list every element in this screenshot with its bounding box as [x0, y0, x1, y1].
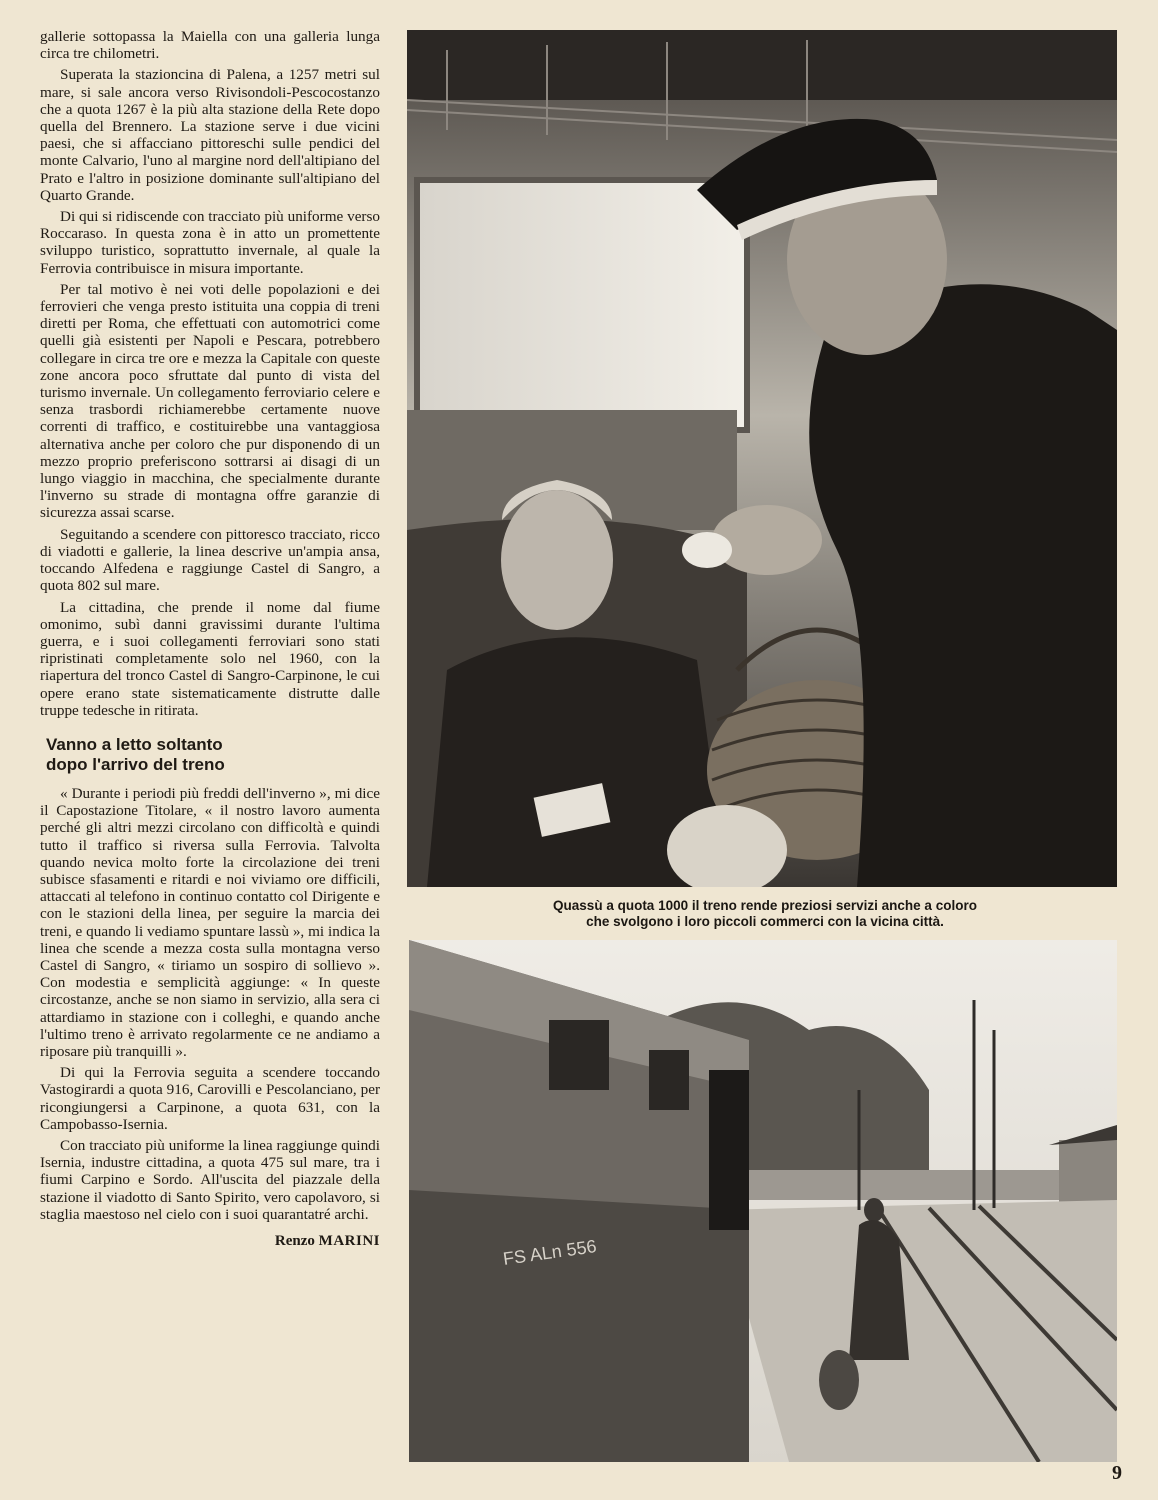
photo-caption [415, 898, 1115, 930]
section-subheading [46, 735, 380, 775]
article-paragraph: La cittadina, che prende il nome dal fiume omonimo, subì danni gravissimi durante l'ultima guerra, e i suoi collegamenti ferroviari sono stati ripristinati completamente solo nel 1960, con la riapertura del tronco Castel di Sangro-Carpinone, le cui opere erano state sistematicamente distrutte dalle truppe tedesche in ritirata. [40, 598, 380, 719]
article-paragraph: Di qui la Ferrovia seguita a scendere toccando Vastogirardi a quota 916, Carovilli e Pescolanciano, per ricongiungersi a Carpinone, a quota 631, con la Campobasso-Isernia. [40, 1064, 380, 1133]
photo-conductor-in-train [407, 30, 1117, 887]
article-column [40, 28, 380, 1250]
article-paragraph: Seguitando a scendere con pittoresco tracciato, ricco di viadotti e gallerie, la linea descrive un'ampia ansa, toccando Alfedena e raggiunge Castel di Sangro, a quota 802 sul mare. [40, 525, 380, 595]
article-paragraph: Con tracciato più uniforme la linea raggiunge quindi Isernia, industre cittadina, a quota 475 sul mare, tra i fiumi Carpino e Sordo. All'uscita del piazzale della stazione il viadotto di Santo Spirito, vero capolavoro, si staglia maestoso nel cielo con i suoi quarantatré archi. [40, 1136, 380, 1223]
caption-line-2: che svolgono i loro piccoli commerci con la vicina città. [586, 914, 944, 929]
author-signature [40, 1233, 380, 1250]
article-paragraph: Per tal motivo è nei voti delle popolazioni e dei ferrovieri che venga presto istituita una coppia di treni diretti per Roma, che effettuati con automotrici come quelli già esistenti per Napoli e Pescara, potrebbero collegare in circa tre ore e mezza la Capitale con queste zone ancora poco sfruttate dal punto di vista del turismo invernale. Un collegamento ferroviario celere e senza trasbordi richiamerebbe certamente nuove correnti di traffico, e costituirebbe una vantaggiosa alternativa anche per coloro che pur disponendo di un mezzo proprio preferiscono sottrarsi ai disagi di un lungo viaggio in macchina, che specialmente durante l'inverno su strade di montagna offre garanzie di sicurezza assai scarse. [40, 280, 380, 522]
subheading-line-2: dopo l'arrivo del treno [46, 754, 225, 774]
train-marking: FS ALn 556 [501, 1236, 598, 1269]
photo-conductor-image [407, 30, 1117, 887]
article-paragraph: « Durante i periodi più freddi dell'inverno », mi dice il Capostazione Titolare, « il nostro lavoro aumenta perché gli altri mezzi circolano con difficoltà e quindi tutto il traffico si riversa sulla Ferrovia. Talvolta quando nevica molto forte la circolazione dei treni subisce sfasamenti e ritardi e noi viviamo ore difficili, attaccati al telefono in continuo contatto col Dirigente e con le stazioni della linea, per seguire la marcia dei treni, e quando li vediamo spuntare lassù », mi indica la linea che scende a mezza costa sulla montagna verso Castel di Sangro, « tiriamo un sospiro di sollievo ». Con modestia e semplicità aggiunge: « In queste circostanze, anche se non siamo in servizio, alla sera ci attardiamo in stazione con i colleghi, e quando anche l'ultimo treno è arrivato regolarmente ce ne andiamo a riposare più tranquilli ». [40, 784, 380, 1060]
subheading-line-1: Vanno a letto soltanto [46, 734, 223, 754]
article-paragraph: gallerie sottopassa la Maiella con una galleria lunga circa tre chilometri. [40, 28, 380, 63]
photo-station-image [409, 940, 1117, 1462]
author-last-name: MARINI [318, 1233, 380, 1249]
article-paragraph: Di qui si ridiscende con tracciato più uniforme verso Roccaraso. In questa zona è in atto un promettente sviluppo turistico, soprattutto invernale, al quale la Ferrovia contribuisce in misura importante. [40, 208, 380, 277]
article-paragraph: Superata la stazioncina di Palena, a 1257 metri sul mare, si sale ancora verso Rivisondoli-Pescocostanzo che a quota 1267 è la più alta stazione della Rete dopo quella del Brennero. La stazione serve i due vicini paesi, che si affacciano pittoreschi sulle pendici del monte Calvario, l'uno al margine nord dell'altipiano del Prato e l'altro in posizione dominante sull'altipiano del Quarto Grande. [40, 66, 380, 204]
page-number: 9 [1112, 1462, 1122, 1484]
caption-line-1: Quassù a quota 1000 il treno rende preziosi servizi anche a coloro [553, 898, 977, 913]
photo-railcar-at-station [409, 940, 1117, 1462]
author-first-name: Renzo [274, 1233, 315, 1249]
